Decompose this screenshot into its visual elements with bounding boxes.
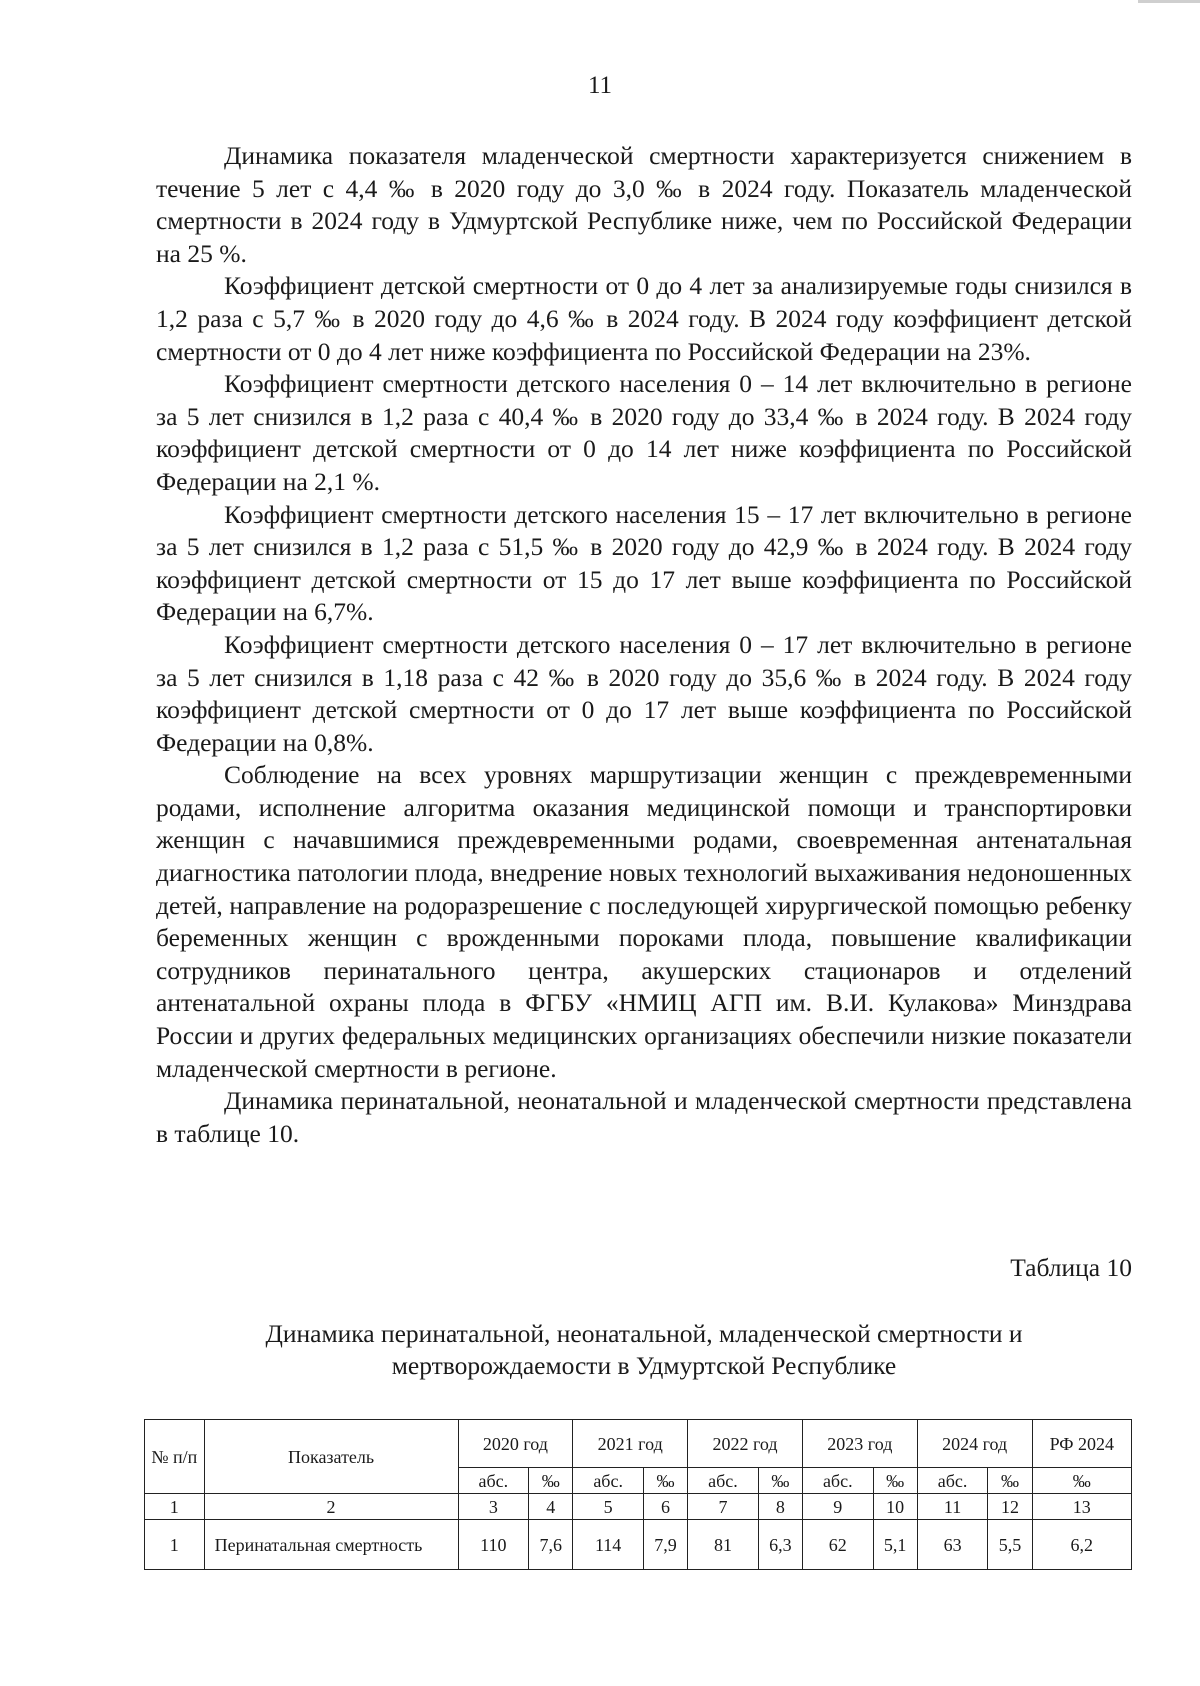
table-title <box>156 1318 1132 1382</box>
cell-2020-abs: 110 <box>458 1520 529 1570</box>
paragraph-table-reference: Динамика перинатальной, неонатальной и младенческой смертности представлена в таблице 10. <box>156 1086 1132 1148</box>
column-number: 6 <box>643 1494 687 1520</box>
table-row <box>145 1520 1132 1570</box>
subheader-permille: ‰ <box>758 1468 802 1494</box>
paragraph-child-mortality-0-14: Коэффициент смертности детского населения 0 – 14 лет включительно в регионе за 5 лет снизился в 1,2 раза с 40,4 ‰ в 2020 году до 33,4 ‰ в 2024 году. В 2024 году коэффициент детской смертности от 0 до 14 лет ниже коэффициента по Российской Федерации на 2,1 %. <box>156 369 1132 496</box>
column-number: 11 <box>917 1494 988 1520</box>
cell-2022-permille: 6,3 <box>758 1520 802 1570</box>
cell-2020-permille: 7,6 <box>529 1520 573 1570</box>
subheader-abs: абс. <box>458 1468 529 1494</box>
cell-rf-2024: 6,2 <box>1032 1520 1131 1570</box>
cell-2021-abs: 114 <box>573 1520 644 1570</box>
subheader-abs: абс. <box>688 1468 759 1494</box>
cell-2024-permille: 5,5 <box>988 1520 1032 1570</box>
mortality-table <box>144 1419 1132 1570</box>
column-number: 13 <box>1032 1494 1131 1520</box>
scan-edge-mark <box>1138 0 1200 3</box>
cell-2022-abs: 81 <box>688 1520 759 1570</box>
subheader-abs: абс. <box>573 1468 644 1494</box>
subheader-abs: абс. <box>802 1468 873 1494</box>
table-title-line-2: мертворождаемости в Удмуртской Республике <box>391 1351 897 1380</box>
column-number-row <box>145 1494 1132 1520</box>
header-year-2021: 2021 год <box>573 1420 688 1468</box>
header-year-2022: 2022 год <box>688 1420 803 1468</box>
header-year-2024: 2024 год <box>917 1420 1032 1468</box>
header-rf-2024: РФ 2024 <box>1032 1420 1131 1468</box>
table-header-row <box>145 1420 1132 1468</box>
subheader-permille: ‰ <box>643 1468 687 1494</box>
column-number: 8 <box>758 1494 802 1520</box>
subheader-abs: абс. <box>917 1468 988 1494</box>
subheader-permille: ‰ <box>1032 1468 1131 1494</box>
subheader-permille: ‰ <box>988 1468 1032 1494</box>
paragraph-child-mortality-0-17: Коэффициент смертности детского населения 0 – 17 лет включительно в регионе за 5 лет снизился в 1,18 раза с 42 ‰ в 2020 году до 35,6 ‰ в 2024 году. В 2024 году коэффициент детской смертности от 0 до 17 лет выше коэффициента по Российской Федерации на 0,8%. <box>156 629 1132 757</box>
column-number: 2 <box>204 1494 458 1520</box>
cell-2023-permille: 5,1 <box>873 1520 917 1570</box>
paragraph-infant-mortality: Динамика показателя младенческой смертности характеризуется снижением в течение 5 лет с 4,4 ‰ в 2020 году до 3,0 ‰ в 2024 году. Показатель младенческой смертности в 2024 году в Удмуртской Республике ниже, чем по Российской Федерации на 25 %. <box>156 141 1132 268</box>
column-number: 12 <box>988 1494 1032 1520</box>
row-number: 1 <box>145 1520 205 1570</box>
paragraph-child-mortality-15-17: Коэффициент смертности детского населения 15 – 17 лет включительно в регионе за 5 лет снизился в 1,2 раза с 51,5 ‰ в 2020 году до 42,9 ‰ в 2024 году. В 2024 году коэффициент детской смертности от 15 до 17 лет выше коэффициента по Российской Федерации на 6,7%. <box>156 499 1132 627</box>
column-number: 3 <box>458 1494 529 1520</box>
table-title-line-1: Динамика перинатальной, неонатальной, младенческой смертности и <box>265 1319 1023 1348</box>
table-caption: Таблица 10 <box>1010 1253 1132 1282</box>
header-year-2023: 2023 год <box>802 1420 917 1468</box>
column-number: 7 <box>688 1494 759 1520</box>
column-number: 1 <box>145 1494 205 1520</box>
header-year-2020: 2020 год <box>458 1420 573 1468</box>
subheader-permille: ‰ <box>529 1468 573 1494</box>
header-indicator: Показатель <box>204 1420 458 1494</box>
document-body <box>156 140 1132 1150</box>
page-number: 11 <box>587 72 613 99</box>
cell-2021-permille: 7,9 <box>643 1520 687 1570</box>
cell-2023-abs: 62 <box>802 1520 873 1570</box>
column-number: 10 <box>873 1494 917 1520</box>
paragraph-measures: Соблюдение на всех уровнях маршрутизации женщин с преждевременными родами, исполнение алгоритма оказания медицинской помощи и транспортировки женщин с начавшимися преждевременными родами, своевременная антенатальная диагностика патологии плода, внедрение новых технологий выхаживания недоношенных детей, направление на родоразрешение с последующей хирургической помощью ребенку беременных женщин с врожденными пороками плода, повышение квалификации сотрудников перинатального центра, акушерских стационаров и отделений антенатальной охраны плода в ФГБУ «НМИЦ АГП им. В.И. Кулакова» Минздрава России и других федеральных медицинских организациях обеспечили низкие показатели младенческой смертности в регионе. <box>156 760 1132 1083</box>
column-number: 5 <box>573 1494 644 1520</box>
column-number: 4 <box>529 1494 573 1520</box>
subheader-permille: ‰ <box>873 1468 917 1494</box>
column-number: 9 <box>802 1494 873 1520</box>
paragraph-child-mortality-0-4: Коэффициент детской смертности от 0 до 4 лет за анализируемые годы снизился в 1,2 раза с 5,7 ‰ в 2020 году до 4,6 ‰ в 2024 году. В 2024 году коэффициент детской смертности от 0 до 4 лет ниже коэффициента по Российской Федерации на 23%. <box>156 271 1132 366</box>
header-num: № п/п <box>145 1420 205 1494</box>
row-label-perinatal-mortality: Перинатальная смертность <box>204 1520 458 1570</box>
cell-2024-abs: 63 <box>917 1520 988 1570</box>
